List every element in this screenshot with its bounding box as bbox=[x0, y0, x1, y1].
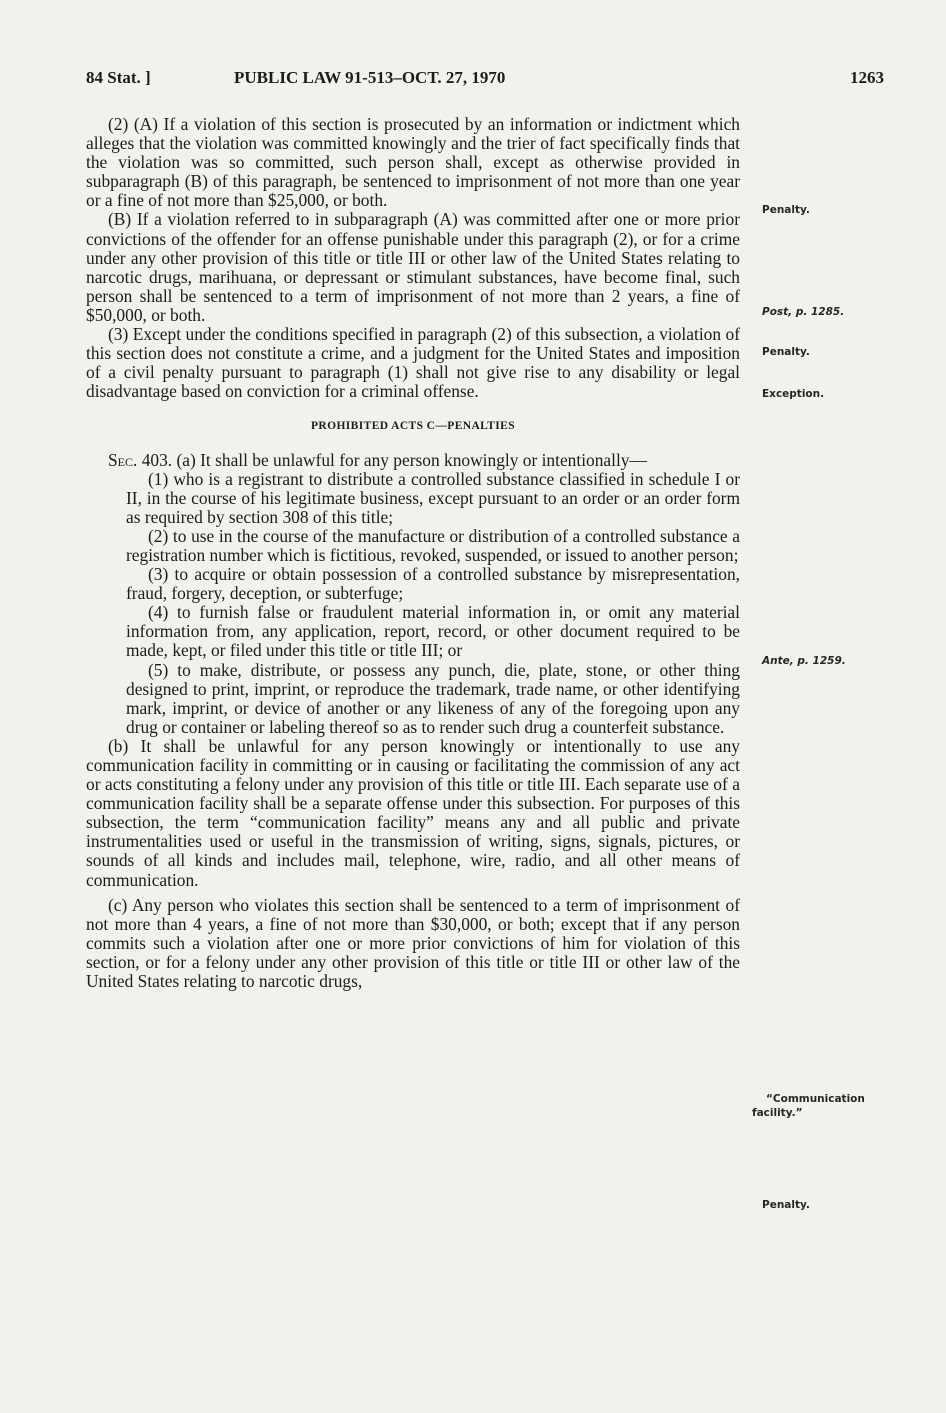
section-heading: PROHIBITED ACTS C—PENALTIES bbox=[310, 420, 515, 433]
page-number: 1263 bbox=[850, 68, 884, 87]
paragraph-2b: (B) If a violation referred to in subparagraph (A) was committed after one or more prior convictions of the offender for an offense punishable under this paragraph (2), or for a crime under any other provision of this title or title III or other law of the United States relating to narcotic drugs, marihuana, or depressant or stimulant substances, have become final, such person shall be sentenced to a term of imprisonment of not more than 2 years, a fine of $50,000, or both. bbox=[86, 209, 740, 325]
margin-note-post-ref bbox=[762, 306, 844, 318]
section-403-intro bbox=[86, 451, 740, 470]
body-text bbox=[86, 115, 740, 991]
paragraph-3: (3) Except under the conditions specified in paragraph (2) of this subsection, a violation of this section does not constitute a crime, and a judgment for the United States and imposition of a civil penalty pursuant to paragraph (1) shall not give rise to any disability or legal disadvantage based on conviction for a criminal offense. bbox=[86, 324, 740, 402]
section-403-text: 403. (a) It shall be unlawful for any person knowingly or intentionally— bbox=[137, 449, 647, 470]
subsection-c: (c) Any person who violates this section shall be sentenced to a term of imprisonment of not more than 4 years, a fine of not more than $30,000, or both; except that if any person commits such a violation after one or more prior convictions of him for violation of this section, or for a felony under any other provision of this title or title III or other law of the United States relating to narcotic drugs, bbox=[86, 894, 740, 992]
margin-note-ante-ref-text: Ante, p. 1259. bbox=[762, 655, 846, 667]
page-header bbox=[86, 68, 886, 96]
clause-a4: (4) to furnish false or fraudulent material information in, or omit any material information from, any application, report, record, or other document required to be made, kept, or filed under this title or title III; or bbox=[126, 602, 740, 661]
margin-note-penalty: Penalty. bbox=[762, 1199, 810, 1211]
section-label: Sec. bbox=[108, 449, 138, 470]
margin-note-ante-ref bbox=[762, 655, 846, 667]
margin-note-penalty: Penalty. bbox=[762, 204, 810, 216]
margin-note-communication: “Communication bbox=[766, 1093, 865, 1105]
clause-a1: (1) who is a registrant to distribute a controlled substance classified in schedule I or II, in the course of his legitimate business, except pursuant to an order or an order form as required by section 308 of this title; bbox=[126, 468, 740, 527]
margin-note-facility: facility.” bbox=[752, 1107, 803, 1119]
margin-note-exception: Exception. bbox=[762, 388, 825, 400]
margin-note-post-ref-text: Post, p. 1285. bbox=[762, 306, 845, 318]
clause-a3: (3) to acquire or obtain possession of a controlled substance by misrepresentation, fraud, forgery, deception, or subterfuge; bbox=[126, 564, 740, 604]
statute-volume: 84 Stat. ] bbox=[86, 68, 151, 87]
margin-note-penalty: Penalty. bbox=[762, 346, 810, 358]
page-title: PUBLIC LAW 91-513–OCT. 27, 1970 bbox=[234, 68, 506, 87]
subsection-b: (b) It shall be unlawful for any person knowingly or intentionally to use any communication facility in committing or in causing or facilitating the commission of any act or acts constituting a felony under any provision of this title or title III. Each separate use of a communication facility shall be a separate offense under this subsection. For purposes of this subsection, the term “communication facility” means any and all public and private instrumentalities used or useful in the transmission of writing, signs, signals, pictures, or sounds of all kinds and includes mail, telephone, wire, radio, and all other means of communication. bbox=[86, 735, 740, 890]
paragraph-2a: (2) (A) If a violation of this section is prosecuted by an information or indictment which alleges that the violation was committed knowingly and the trier of fact specifically finds that the violation was so committed, such person shall, except as otherwise provided in subparagraph (B) of this paragraph, be sentenced to imprisonment of not more than one year or a fine of not more than $25,000, or both. bbox=[86, 114, 740, 211]
clause-a2: (2) to use in the course of the manufacture or distribution of a controlled substance a registration number which is fictitious, revoked, suspended, or issued to another person; bbox=[126, 525, 740, 565]
clause-a5: (5) to make, distribute, or possess any punch, die, plate, stone, or other thing designed to print, imprint, or reproduce the trademark, trade name, or other identifying mark, imprint, or device of another or any likeness of any of the foregoing upon any drug or container or labeling thereof so as to render such drug a counterfeit substance. bbox=[126, 659, 740, 737]
